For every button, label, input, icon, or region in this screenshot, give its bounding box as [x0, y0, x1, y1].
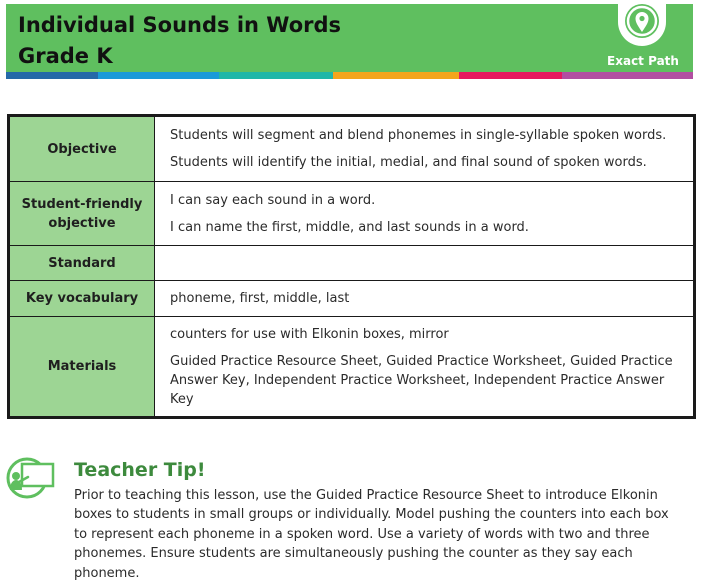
- color-stripe-segment: [333, 72, 459, 79]
- row-content: [155, 246, 695, 281]
- table-row-vocabulary: [9, 281, 695, 317]
- objective-line: I can say each sound in a word.: [170, 192, 376, 208]
- table-row-materials: [9, 317, 695, 418]
- row-content: [155, 182, 695, 246]
- vocabulary-text: phoneme, first, middle, last: [170, 291, 350, 306]
- color-stripe-segment: [562, 72, 693, 79]
- color-stripe-segment: [6, 72, 98, 79]
- objective-line: I can name the first, middle, and last sounds in a word.: [170, 219, 529, 235]
- materials-line: Guided Practice Resource Sheet, Guided Practice Worksheet, Guided Practice Answer Key, Independent Practice Worksheet, Independent Practice Answer Key: [170, 353, 673, 407]
- row-label: Objective: [9, 116, 155, 182]
- table-row-objective: [9, 116, 695, 182]
- objective-line: Students will segment and blend phonemes in single-syllable spoken words.: [170, 128, 667, 143]
- row-content: [155, 116, 695, 182]
- row-content: [155, 317, 695, 418]
- color-stripe-segment: [459, 72, 562, 79]
- header-banner: [6, 4, 693, 72]
- page-title: Individual Sounds in Words Grade K: [18, 13, 342, 68]
- color-stripe-segment: [98, 72, 219, 79]
- color-stripe: [6, 72, 693, 79]
- objective-line: Students will identify the initial, medial, and final sound of spoken words.: [170, 155, 647, 170]
- table-row-student-objective: [9, 182, 695, 246]
- map-pin-icon: [614, 0, 670, 50]
- brand-label: Exact Path: [607, 54, 679, 68]
- row-label: Key vocabulary: [9, 281, 155, 317]
- lesson-info-table: [7, 114, 696, 419]
- row-label: Student-friendly objective: [9, 182, 155, 246]
- row-label: Materials: [9, 317, 155, 418]
- table-row-standard: [9, 246, 695, 281]
- row-content: [155, 281, 695, 317]
- materials-line: counters for use with Elkonin boxes, mirror: [170, 326, 449, 342]
- teacher-board-icon: [6, 457, 56, 499]
- teacher-tip-title: Teacher Tip!: [74, 459, 206, 481]
- color-stripe-segment: [219, 72, 333, 79]
- row-label: Standard: [9, 246, 155, 281]
- teacher-tip-body: Prior to teaching this lesson, use the Guided Practice Resource Sheet to introduce Elkonin boxes to students in small groups or individually. Model pushing the counters into each box to represent each phoneme in a spoken word. Use a variety of words with two and three phonemes. Ensure students are simultaneously pushing the counter as they say each phoneme.: [74, 488, 669, 581]
